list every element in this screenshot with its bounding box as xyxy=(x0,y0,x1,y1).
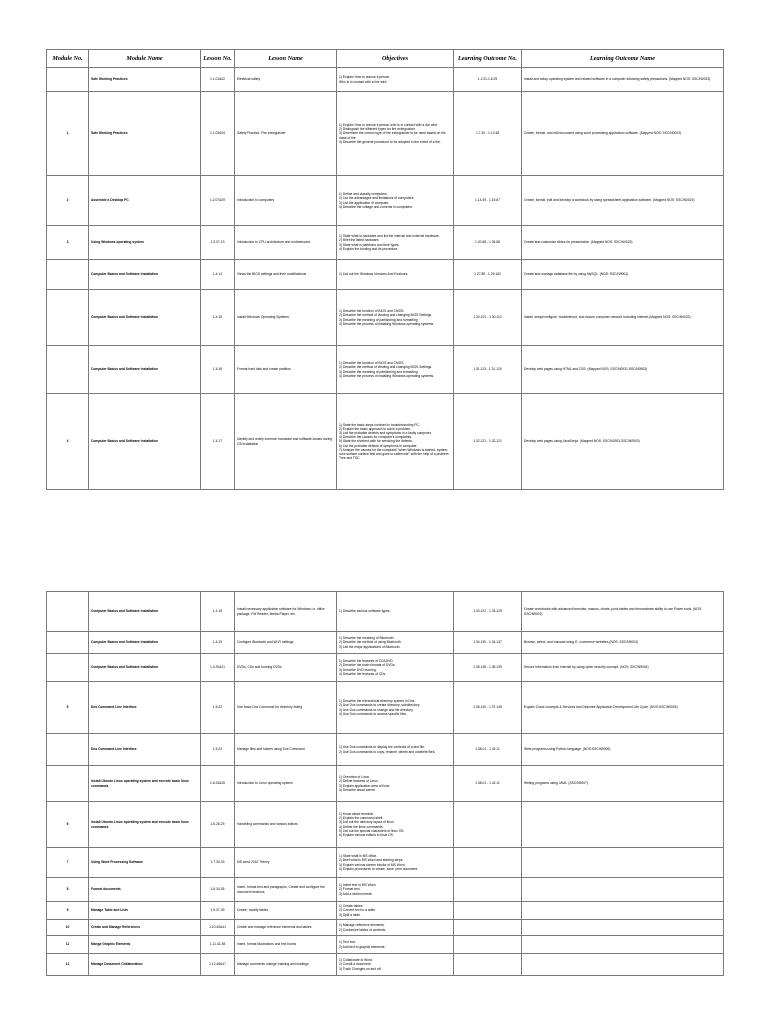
lesson-name-cell: Manage files and folders using Dos Command xyxy=(235,734,337,766)
lesson-no-cell: 1.11.42-45 xyxy=(201,936,235,954)
module-name-cell: Install Ubuntu Linux operating system and execute basic linux commands xyxy=(89,766,201,802)
module-name-cell: Dos Command Line Interface xyxy=(89,734,201,766)
table-row xyxy=(47,920,724,936)
module-no-cell: 9 xyxy=(47,902,89,920)
objectives-cell xyxy=(337,68,454,92)
objective-line: 1) Overview of Linux. xyxy=(339,775,370,780)
objectives-cell xyxy=(337,290,454,346)
outcome-no-cell: 1.35.138 - 1.35.139 xyxy=(454,654,522,682)
objectives-cell xyxy=(337,394,454,490)
objectives-cell xyxy=(337,632,454,654)
module-name-cell: Assemble a Desktop PC xyxy=(89,176,201,226)
objective-line: 4) Describe the process of installing Windows operating systems. xyxy=(339,373,435,378)
outcome-name-cell: Create, format, edit and develop a workbook by using spreadsheet application software. (Mapped NOS: SSC/N0023) xyxy=(522,176,724,226)
lesson-name-cell: Install necessary application software for Windows i.e. office package, Pdf Reader, Media Player, etc. xyxy=(235,592,337,632)
lesson-name-cell: MS word 2010 Theory xyxy=(235,848,337,878)
lesson-no-cell: 1.4.18 xyxy=(201,592,235,632)
objective-line: 2) Explain the basic approach to solve a problem. xyxy=(339,427,412,432)
objectives-cell xyxy=(337,920,454,936)
module-name-cell: Manage Document Collaboration xyxy=(89,954,201,976)
objective-line: 1) Know about terminal. xyxy=(339,812,374,817)
objective-line: 2) Format text. xyxy=(339,887,361,892)
objectives-cell xyxy=(337,654,454,682)
module-name-cell: Computer Basics and Software Installation xyxy=(89,346,201,394)
objective-line: 2) Describe the method of viewing and changing BIOS Settings. xyxy=(339,313,433,318)
objective-line: 2) Describe the method of viewing and changing BIOS Settings. xyxy=(339,365,433,370)
outcome-name-cell xyxy=(522,878,724,902)
outcome-no-cell: 1.33.122 - 1.33.129 xyxy=(454,592,522,632)
outcome-name-cell xyxy=(522,848,724,878)
header-objectives: Objectives xyxy=(337,50,454,68)
module-name-cell: Using Word Processing Software xyxy=(89,848,201,878)
module-name-cell: Computer Basics and Software Installation xyxy=(89,632,201,654)
objective-line: 2) Brief the listed hardware. xyxy=(339,238,380,243)
objective-line: 3) List the application of computer. xyxy=(339,200,390,205)
module-no-cell: 4 xyxy=(47,394,89,490)
objectives-cell xyxy=(337,766,454,802)
curriculum-table-page-2 xyxy=(46,591,724,976)
module-no-cell xyxy=(47,766,89,802)
module-no-cell: 12 xyxy=(47,954,89,976)
outcome-name-cell: Create and customize slides for presentation. (Mapped NOS: SSC/N0023) xyxy=(522,226,724,260)
module-no-cell xyxy=(47,346,89,394)
outcome-name-cell: Create and manage database file by using MySQL. (NOS: SSC/N9001) xyxy=(522,260,724,290)
table-row xyxy=(47,290,724,346)
objective-line: 3) Determine the correct type of fire extinguisher to be used based on the class of fire. xyxy=(339,131,446,140)
table-row xyxy=(47,394,724,490)
lesson-no-cell: 1.4.15 xyxy=(201,290,235,346)
module-name-cell: Mange Graphic Elements xyxy=(89,936,201,954)
objective-line: 3) Describe the meaning of partitioning and formatting xyxy=(339,369,418,374)
objective-line: 6) List the probable defects of symptoms in computer. xyxy=(339,443,418,448)
table-row xyxy=(47,68,724,92)
objectives-cell xyxy=(337,936,454,954)
outcome-name-cell: Install, setup/configure, troubleshoot, and secure computer network including Internet.(Mapped NOS: SSC/N0022) xyxy=(522,290,724,346)
table-row xyxy=(47,902,724,920)
objective-line: 2) Describe the main formats of DVDs. xyxy=(339,663,396,668)
objective-line: 1) Describe various software types. xyxy=(339,609,391,614)
lesson-no-cell: 1.3.07-13 xyxy=(201,226,235,260)
objective-line: 7) Analyze the causes for the complaint "when Windows is started, system runs surface surface test and goes to safemode" with the help of a problem Tree and TSC. xyxy=(339,447,449,460)
header-outcome-name: Learning Outcome Name xyxy=(522,50,724,68)
lesson-name-cell: DVDs, CDs and burning DVDs xyxy=(235,654,337,682)
objectives-cell xyxy=(337,878,454,902)
lesson-name-cell: Introduction to CPU architecture and motherboard. xyxy=(235,226,337,260)
lesson-name-cell: Insert, format illustrations and text boxes xyxy=(235,936,337,954)
objective-line: 1) Describe the function of BIOS and CMOS. xyxy=(339,309,405,314)
outcome-name-cell: Create, format, and edit document using word processing application software. (Mapped NOS: SSC/N0023) xyxy=(522,92,724,176)
table-row xyxy=(47,226,724,260)
table-row xyxy=(47,654,724,682)
objective-line: 4) Explain the booting and its procedure. xyxy=(339,246,399,251)
outcome-no-cell: 1.1.01-1.6.29 xyxy=(454,68,522,92)
module-name-cell: Safe Working Practices xyxy=(89,68,201,92)
objective-line: 1) Create tables. xyxy=(339,904,364,909)
outcome-no-cell: 1.32.121 - 1.32.121 xyxy=(454,394,522,490)
lesson-no-cell: 1.1.03&04 xyxy=(201,92,235,176)
objective-line: 4) Describe the causes for computer's complaints. xyxy=(339,435,413,440)
outcome-no-cell xyxy=(454,902,522,920)
objective-line: 2) Brief what is MS Word and starting steps. xyxy=(339,858,404,863)
objective-line: Who is in contact with a live wire. xyxy=(339,79,388,84)
objective-line: 3) Split a table. xyxy=(339,912,361,917)
objective-line: 4) Describe about kernel. xyxy=(339,787,376,792)
outcome-no-cell xyxy=(454,802,522,848)
module-name-cell: Computer Basics and Software Installation xyxy=(89,394,201,490)
lesson-no-cell: 1.8.34-36 xyxy=(201,878,235,902)
lesson-no-cell: 1.4.17 xyxy=(201,394,235,490)
lesson-name-cell: Insert, format text and paragraphs, Create and configure the document sections xyxy=(235,878,337,902)
outcome-name-cell xyxy=(522,920,724,936)
table-row xyxy=(47,802,724,848)
objective-line: 5) State the shortest path for servicing the defects. xyxy=(339,439,413,444)
lesson-no-cell: 1.5.23 xyxy=(201,734,235,766)
outcome-no-cell xyxy=(454,936,522,954)
table-row xyxy=(47,260,724,290)
outcome-name-cell: Write programs using Python language. (NOS:SSC/N9006) xyxy=(522,734,724,766)
outcome-no-cell: 1.27.89 - 1.29.100 xyxy=(454,260,522,290)
outcome-no-cell: 1.7.30 - 1.13.48 xyxy=(454,92,522,176)
outcome-no-cell: 1.34.130 - 1.34.137 xyxy=(454,632,522,654)
objective-line: 1) Describe the meaning of Bluetooth. xyxy=(339,636,395,641)
lesson-name-cell: Configure Bluetooth and Wi-Fi settings xyxy=(235,632,337,654)
module-no-cell xyxy=(47,632,89,654)
outcome-name-cell: Create workbooks with advanced formulas, macros, charts, pivot tables and demonstrate ability to use Power tools. (NOS: SSC/N9002) xyxy=(522,592,724,632)
objective-line: 1) Insert text in MS Word. xyxy=(339,883,377,888)
module-name-cell: Dos Command Line Interface xyxy=(89,682,201,734)
outcome-no-cell: 1.36.140 - 1.37.145 xyxy=(454,682,522,734)
objective-line: 3) Explain application area of linux. xyxy=(339,783,391,788)
objective-line: 4) Describe the voltage and currents in computers. xyxy=(339,204,413,209)
objective-line: 1) Text box. xyxy=(339,940,356,945)
lesson-no-cell: 1.1.01&02 xyxy=(201,68,235,92)
objectives-cell xyxy=(337,260,454,290)
objectives-cell xyxy=(337,346,454,394)
objectives-cell xyxy=(337,592,454,632)
outcome-no-cell: 1.30.101 - 1.30.112 xyxy=(454,290,522,346)
table-row xyxy=(47,878,724,902)
outcome-no-cell: 1.31.113 - 1.31.120 xyxy=(454,346,522,394)
module-no-cell: 11 xyxy=(47,936,89,954)
outcome-name-cell xyxy=(522,902,724,920)
objective-line: 4) Define the linux commands. xyxy=(339,824,384,829)
outcome-no-cell: 1.38.01 - 1.42.11 xyxy=(454,734,522,766)
objective-line: 2) Use Dos commands to copy, rename, delete and undelete files. xyxy=(339,749,436,754)
header-row xyxy=(47,50,724,68)
lesson-no-cell: 1.4.19 xyxy=(201,632,235,654)
outcome-name-cell: Develop web pages using JavaScript. (Mapped NOS: SSC/N0931,SSC/N0503) xyxy=(522,394,724,490)
lesson-name-cell: Views the BIOS settings and their modifications xyxy=(235,260,337,290)
lesson-no-cell: 1.10.40&41 xyxy=(201,920,235,936)
objective-line: 1) Define and classify computers. xyxy=(339,192,388,197)
module-no-cell: 3 xyxy=(47,226,89,260)
objective-line: 3) List the probable defects and symptoms in a faulty computer. xyxy=(339,431,432,436)
outcome-no-cell: 1.38.01 - 1.42.11 xyxy=(454,766,522,802)
outcome-name-cell: Explain Cloud concepts & Services and Describe Application Development Life Cycle. (NOS:SSC/N9005) xyxy=(522,682,724,734)
objective-line: 1) Explain How to rescue a person xyxy=(339,75,390,80)
outcome-name-cell: Install and setup operating system and related software in a computer following safety precautions. (Mapped NOS: SSC/N0023) xyxy=(522,68,724,92)
module-no-cell: 5 xyxy=(47,682,89,734)
objective-line: 1) State what is MS office. xyxy=(339,854,378,859)
objective-line: 2) List the advantages and limitations of computers. xyxy=(339,196,415,201)
lesson-no-cell: 1.5.22 xyxy=(201,682,235,734)
objective-line: 1) Describe the features of CD&DVD. xyxy=(339,659,394,664)
outcome-name-cell xyxy=(522,802,724,848)
objectives-cell xyxy=(337,734,454,766)
module-no-cell xyxy=(47,592,89,632)
objective-line: 3) List out the directory layout of linux. xyxy=(339,820,395,825)
objective-line: 1) Explain How to rescue a person who is in contact with a live wire. xyxy=(339,123,438,128)
module-name-cell: Computer Basics and Software Installation xyxy=(89,592,201,632)
objective-line: 6) Explain various editors in linux OS. xyxy=(339,832,394,837)
header-module-no: Module No. xyxy=(47,50,89,68)
table-row xyxy=(47,682,724,734)
page-1 xyxy=(0,0,768,480)
lesson-name-cell: Electrical safety xyxy=(235,68,337,92)
outcome-name-cell: Develop web pages using HTML and CSS. (Mapped NOS: SSC/N0931,SSC/N0503) xyxy=(522,346,724,394)
objective-line: 1) Describe the hierarchical directory system in Dos. xyxy=(339,699,416,704)
objective-line: 5) List out the special characters of linux OS. xyxy=(339,828,405,833)
objective-line: 4) Describe the process of installing Windows operating systems. xyxy=(339,321,435,326)
lesson-no-cell: 1.6.26-29 xyxy=(201,802,235,848)
outcome-name-cell xyxy=(522,936,724,954)
outcome-no-cell xyxy=(454,920,522,936)
module-name-cell: Format documents xyxy=(89,878,201,902)
table-row xyxy=(47,592,724,632)
objective-line: 3) State what is partitions and their types. xyxy=(339,242,400,247)
module-name-cell: Create and Manage References xyxy=(89,920,201,936)
outcome-name-cell: Secure information from Internet by using cyber security concept. (NOS: SSC/N9004) xyxy=(522,654,724,682)
outcome-no-cell xyxy=(454,878,522,902)
table-row xyxy=(47,176,724,226)
table-row xyxy=(47,92,724,176)
curriculum-table-page-1 xyxy=(46,49,724,490)
table-row xyxy=(47,954,724,976)
module-no-cell xyxy=(47,68,89,92)
objectives-cell xyxy=(337,682,454,734)
table-row xyxy=(47,734,724,766)
objective-line: 2) Explain the command shell. xyxy=(339,816,384,821)
lesson-name-cell: Handeling commands and various editors xyxy=(235,802,337,848)
module-name-cell: Install Ubuntu Linux operating system and execute basic linux commands xyxy=(89,802,201,848)
lesson-name-cell: Use basic Dos Command for directory listing xyxy=(235,682,337,734)
objective-line: 1) Describe the function of BIOS and CMOS. xyxy=(339,361,405,366)
objective-line: 1) State the basic steps involved in troubleshooting PC. xyxy=(339,423,420,428)
objective-line: 1) State what is hardware and list the internal and external hardware. xyxy=(339,234,440,239)
table-row xyxy=(47,632,724,654)
objective-line: 2) Use Dos commands to create directory, subdirectory. xyxy=(339,703,421,708)
lesson-name-cell: Introduction to Linux operating system xyxy=(235,766,337,802)
outcome-no-cell xyxy=(454,848,522,878)
lesson-name-cell: Install Windows Operating Systems xyxy=(235,290,337,346)
objective-line: 2) Define features of Linux. xyxy=(339,779,379,784)
table-row xyxy=(47,766,724,802)
lesson-name-cell: Identify and rectify common hardware and software issues during OS installation xyxy=(235,394,337,490)
objective-line: 1) List out the Windows Versions And Features. xyxy=(339,272,409,277)
header-lesson-no: Lesson No. xyxy=(201,50,235,68)
objective-line: 2) Distinguish the different types for fire extinguisher. xyxy=(339,127,416,132)
module-name-cell: Manage Table and Lists xyxy=(89,902,201,920)
module-no-cell xyxy=(47,290,89,346)
lesson-no-cell: 1.2.07&09 xyxy=(201,176,235,226)
objective-line: 4) Describe the features of CDs. xyxy=(339,671,387,676)
objective-line: 4) Describe the general procedure to be adopted in the event of a fire. xyxy=(339,139,441,144)
objective-line: 2) Convert text to a table. xyxy=(339,908,377,913)
module-name-cell: Using Windows operating system xyxy=(89,226,201,260)
objective-line: 1) Use Dos commands to display the contents of a text file. xyxy=(339,745,425,750)
lesson-no-cell: 1.7.30-33 xyxy=(201,848,235,878)
table-row xyxy=(47,848,724,878)
module-no-cell: 2 xyxy=(47,176,89,226)
page-2 xyxy=(0,480,768,1024)
objectives-cell xyxy=(337,226,454,260)
module-name-cell: Computer Basics and Software Installation xyxy=(89,290,201,346)
lesson-name-cell: Create and manage reference elements and tables xyxy=(235,920,337,936)
objective-line: 3) Describe the meaning of partitioning and formatting xyxy=(339,317,418,322)
header-module-name: Module Name xyxy=(89,50,201,68)
lesson-no-cell: 1.12.46&47 xyxy=(201,954,235,976)
lesson-no-cell: 1.9.37-39 xyxy=(201,902,235,920)
module-no-cell xyxy=(47,734,89,766)
outcome-name-cell xyxy=(522,954,724,976)
module-name-cell: Safe Working Practices xyxy=(89,92,201,176)
module-name-cell: Computer Basics and Software Installation xyxy=(89,654,201,682)
table-row xyxy=(47,346,724,394)
outcome-no-cell xyxy=(454,954,522,976)
objective-line: 3) Describe DVD burning. xyxy=(339,667,377,672)
objective-line: 1) Collaborate in Word. xyxy=(339,958,373,963)
objective-line: 4) Use Dos commands to access specific files. xyxy=(339,711,407,716)
objective-line: 2) Customize tables of contents. xyxy=(339,927,387,932)
table-row xyxy=(47,936,724,954)
lesson-no-cell: 1.4.14 xyxy=(201,260,235,290)
outcome-no-cell: 1.20.68 - 1.26.88 xyxy=(454,226,522,260)
objective-line: 2) Coedit a document. xyxy=(339,962,372,967)
module-no-cell: 8 xyxy=(47,878,89,902)
lesson-name-cell: Safety Practice- Fire extinguisher xyxy=(235,92,337,176)
outcome-no-cell: 1.14.49 - 1.19.67 xyxy=(454,176,522,226)
module-no-cell xyxy=(47,260,89,290)
objective-line: 2) Add text to graphic elements. xyxy=(339,944,386,949)
objective-line: 4) Explain procedures to create, save, print document. xyxy=(339,866,419,871)
module-name-cell: Computer Basics and Software Installation xyxy=(89,260,201,290)
module-no-cell: 6 xyxy=(47,802,89,848)
lesson-name-cell: Format hard disk and create partition xyxy=(235,346,337,394)
objectives-cell xyxy=(337,954,454,976)
lesson-name-cell: Introduction to computers xyxy=(235,176,337,226)
lesson-no-cell: 1.4.16 xyxy=(201,346,235,394)
objectives-cell xyxy=(337,902,454,920)
module-no-cell xyxy=(47,654,89,682)
lesson-name-cell: Manage comments change tracking and mailings xyxy=(235,954,337,976)
objective-line: 3) Add a section break. xyxy=(339,891,373,896)
lesson-name-cell: Create, modify tables xyxy=(235,902,337,920)
objective-line: 3) Track Changes on and off. xyxy=(339,966,382,971)
objective-line: 3) Use Dos commands to change and list directory. xyxy=(339,707,414,712)
lesson-no-cell: 1.4.20&21 xyxy=(201,654,235,682)
module-no-cell: 10 xyxy=(47,920,89,936)
objective-line: 1) Manage reference elements. xyxy=(339,923,385,928)
header-lesson-name: Lesson Name xyxy=(235,50,337,68)
module-no-cell: 1 xyxy=(47,92,89,176)
objectives-cell xyxy=(337,802,454,848)
module-no-cell: 7 xyxy=(47,848,89,878)
objective-line: 2) Describe the method of using Bluetooth. xyxy=(339,640,402,645)
objectives-cell xyxy=(337,92,454,176)
objective-line: 3) List the major applications of Bluetooth. xyxy=(339,644,401,649)
outcome-name-cell: Writing programs using JAVA. (SSC/N9007) xyxy=(522,766,724,802)
objectives-cell xyxy=(337,176,454,226)
objective-line: 3) Explain various screen blocks of MS Word. xyxy=(339,862,406,867)
lesson-no-cell: 1.6.24&25 xyxy=(201,766,235,802)
outcome-name-cell: Browse, select, and transact using E- commerce websites (NOS: SSC/N9003) xyxy=(522,632,724,654)
header-outcome-no: Learning Outcome No. xyxy=(454,50,522,68)
objectives-cell xyxy=(337,848,454,878)
